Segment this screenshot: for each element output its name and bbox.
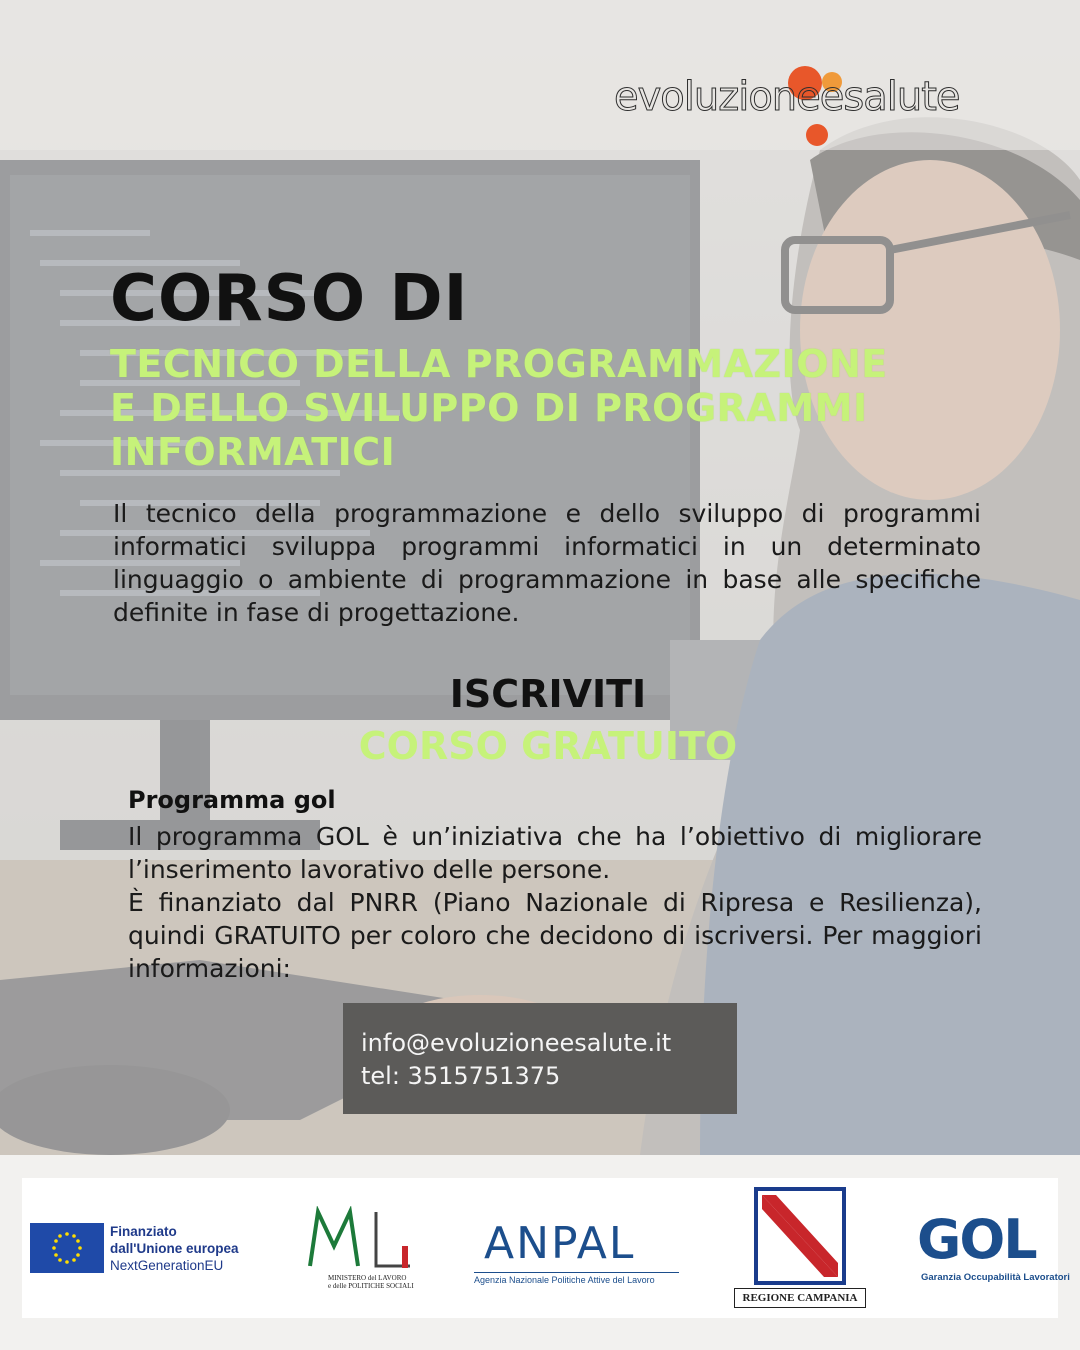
logo-text: evoluzioneesalute [614, 74, 960, 120]
campania-shield-icon [754, 1187, 846, 1285]
sponsor-logos-bar [22, 1178, 1070, 1318]
iscriviti-heading: ISCRIVITI [449, 672, 647, 716]
contact-phone[interactable]: tel: 3515751375 [361, 1062, 561, 1090]
campania-label: REGIONE CAMPANIA [734, 1288, 866, 1308]
evoluzioneesalute-logo [610, 66, 990, 146]
subtitle-line-1: TECNICO DELLA PROGRAMMAZIONE [110, 342, 888, 386]
programma-gol-body [128, 820, 982, 985]
footer [0, 1155, 1080, 1350]
programma-gol-title: Programma gol [128, 786, 336, 814]
ministero-line-1: MINISTERO del LAVORO [328, 1274, 407, 1282]
ministero-line-2: e delle POLITICHE SOCIALI [328, 1282, 414, 1290]
eu-funding-text [110, 1223, 238, 1274]
ministero-ml-icon [306, 1206, 416, 1272]
anpal-logo [474, 1218, 679, 1288]
eu-flag-icon [30, 1223, 104, 1273]
corso-gratuito-heading: CORSO GRATUITO [358, 724, 738, 768]
anpal-wordmark: ANPAL [484, 1218, 636, 1269]
ministero-text [328, 1274, 414, 1290]
gol-wordmark: GOL [917, 1208, 1036, 1271]
eu-line-3: NextGenerationEU [110, 1258, 224, 1273]
programma-paragraph-1: Il programma GOL è un’iniziativa che ha l’obiettivo di migliorare l’inserimento lavorativo delle persone. [128, 822, 982, 884]
contact-box [343, 1003, 737, 1114]
eu-line-1: Finanziato [110, 1224, 177, 1239]
contact-email[interactable]: info@evoluzioneesalute.it [361, 1029, 672, 1057]
course-description: Il tecnico della programmazione e dello sviluppo di programmi informatici sviluppa programmi informatici in un determinato linguaggio o ambiente di programmazione in base alle specifiche definite in fase di progettazione. [113, 499, 981, 627]
subtitle-line-3: INFORMATICI [110, 430, 396, 474]
course-title: CORSO DI [110, 262, 469, 336]
gol-subtitle: Garanzia Occupabilità Lavoratori [921, 1272, 1070, 1283]
ministero-lavoro-logo [306, 1206, 416, 1296]
course-subtitle [110, 342, 1010, 474]
subtitle-line-2: E DELLO SVILUPPO DI PROGRAMMI [110, 386, 868, 430]
programma-paragraph-2: È finanziato dal PNRR (Piano Nazionale di Ripresa e Resilienza), quindi GRATUITO per coloro che decidono di iscriversi. Per maggiori informazioni: [128, 888, 982, 983]
eu-funding-logo [30, 1223, 270, 1275]
anpal-subtitle: Agenzia Nazionale Politiche Attive del Lavoro [474, 1272, 679, 1285]
eu-line-2: dall'Unione europea [110, 1241, 239, 1256]
regione-campania-logo [734, 1187, 866, 1310]
gol-logo [917, 1208, 1070, 1288]
logo-dot-bottom [806, 124, 828, 146]
